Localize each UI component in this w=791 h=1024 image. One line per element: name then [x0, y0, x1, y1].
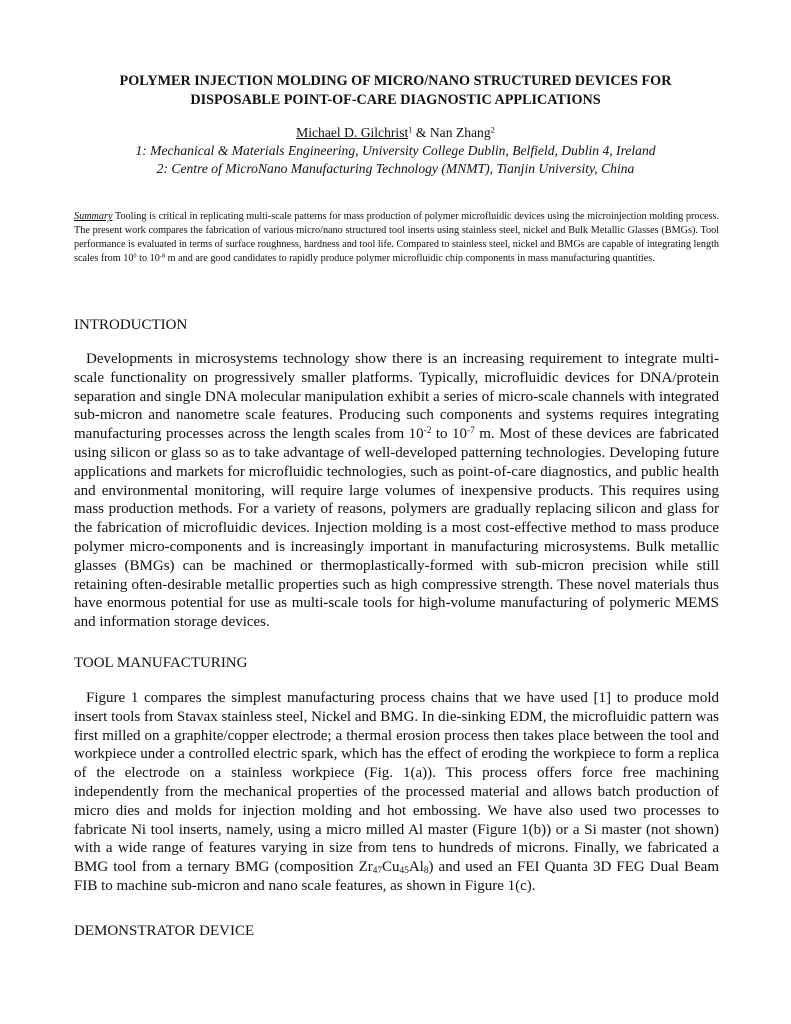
summary-text-c: m and are good candidates to rapidly produce polymer microfluidic chip components in mass manufacturing quantities.: [165, 253, 655, 264]
summary-paragraph: [74, 210, 719, 266]
author-line: [60, 124, 731, 142]
introduction-heading: INTRODUCTION: [74, 317, 188, 333]
summary-label: Summary: [74, 211, 113, 222]
title-line-2: DISPOSABLE POINT-OF-CARE DIAGNOSTIC APPLICATIONS: [190, 92, 601, 108]
introduction-exponent-2: -7: [467, 426, 475, 437]
author-2-affiliation-mark: 2: [490, 124, 495, 135]
author-1-affiliation-mark: 1: [408, 124, 413, 135]
summary-text-b: to 10: [136, 253, 160, 264]
introduction-exponent-1: -2: [423, 426, 432, 437]
tool-subscript-2: 45: [399, 866, 409, 877]
tool-subscript-3: 8: [423, 866, 429, 877]
tool-manufacturing-heading: TOOL MANUFACTURING: [74, 655, 248, 671]
introduction-text-c: m. Most of these devices are fabricated using silicon or glass so as to take advantage of well-developed patterning technologies. Developing future applications and markets for microfluidic technologies, such as point-of-care diagnostics, and public health and environmental monitoring, will require large volumes of inexpensive products. This requires using mass production methods. For a variety of reasons, polymers are gradually replacing silicon and glass for the fabrication of microfluidic devices. Injection molding is a most cost-effective method to mass produce polymer micro-components and is increasingly important in manufacturing microsystems. Bulk metallic glasses (BMGs) can be machined or thermoplastically-formed with sub-micron precision while still retaining often-desirable metallic properties such as high compressive strength. These novel materials thus have enormous potential for use as multi-scale tools for high-volume manufacturing of polymeric MEMS and information storage devices.: [74, 426, 719, 631]
affiliation-2: 2: Centre of MicroNano Manufacturing Technology (MNMT), Tianjin University, China: [156, 161, 635, 176]
introduction-text-a: Developments in microsystems technology show there is an increasing requirement to integrate multi-scale functionality on progressively smaller platforms. Typically, microfluidic devices for DNA/protein separation and single DNA molecular manipulation exhibit a series of micro-scale channels with integrated sub-micron and nanometre scale features. Producing such components and systems requires integrating manufacturing processes across the length scales from 10: [74, 351, 719, 443]
title-line-1: POLYMER INJECTION MOLDING OF MICRO/NANO STRUCTURED DEVICES FOR: [119, 73, 672, 89]
summary-exponent-2: -8: [159, 252, 166, 260]
tool-text-c: Al: [408, 859, 424, 876]
summary-text-a: Tooling is critical in replicating multi-scale patterns for mass production of polymer microfluidic devices using the microinjection molding process. The present work compares the fabrication of various micro/nano structured tool inserts using stainless steel, nickel and Bulk Metallic Glasses (BMGs). Tool performance is evaluated in terms of surface roughness, hardness and tool life. Compared to stainless steel, nickel and BMGs are capable of integrating length scales from 10: [74, 211, 720, 264]
tool-subscript-1: 47: [372, 866, 383, 877]
tool-text-a: Figure 1 compares the simplest manufacturing process chains that we have used [1] to produce mold insert tools from Stavax stainless steel, Nickel and BMG. In die-sinking EDM, the microfluidic pattern was first milled on a graphite/copper electrode; a thermal erosion process then takes place between the tool and workpiece under a controlled electric spark, which has the effect of eroding the workpiece to form a replica of the electrode on a stainless workpiece (Fig. 1(a)). This process offers force free machining independently from the mechanical properties of the processed material and allows batch production of micro dies and molds for injection molding and hot embossing. We have also used two processes to fabricate Ni tool inserts, namely, using a micro milled Al master (Figure 1(b)) or a Si master (not shown) with a wide range of features varying in size from tens to hundreds of microns. Finally, we fabricated a BMG tool from a ternary BMG (composition Zr: [74, 690, 719, 876]
summary-exponent-1: 0: [133, 252, 137, 260]
introduction-text-b: to 10: [431, 426, 468, 443]
tool-text-b: Cu: [382, 859, 400, 876]
tool-manufacturing-paragraph: [74, 689, 719, 896]
affiliation-1: 1: Mechanical & Materials Engineering, University College Dublin, Belfield, Dublin 4, Ireland: [135, 143, 656, 158]
tool-text-d: ) and used an FEI Quanta 3D FEG Dual Beam FIB to machine sub-micron and nano scale features, as shown in Figure 1(c).: [74, 859, 719, 894]
author-1-name: Michael D. Gilchrist: [296, 125, 409, 140]
demonstrator-device-heading: DEMONSTRATOR DEVICE: [74, 923, 255, 939]
author-2-name: & Nan Zhang: [412, 125, 491, 140]
introduction-paragraph: [74, 350, 719, 632]
paper-title: [60, 72, 731, 110]
